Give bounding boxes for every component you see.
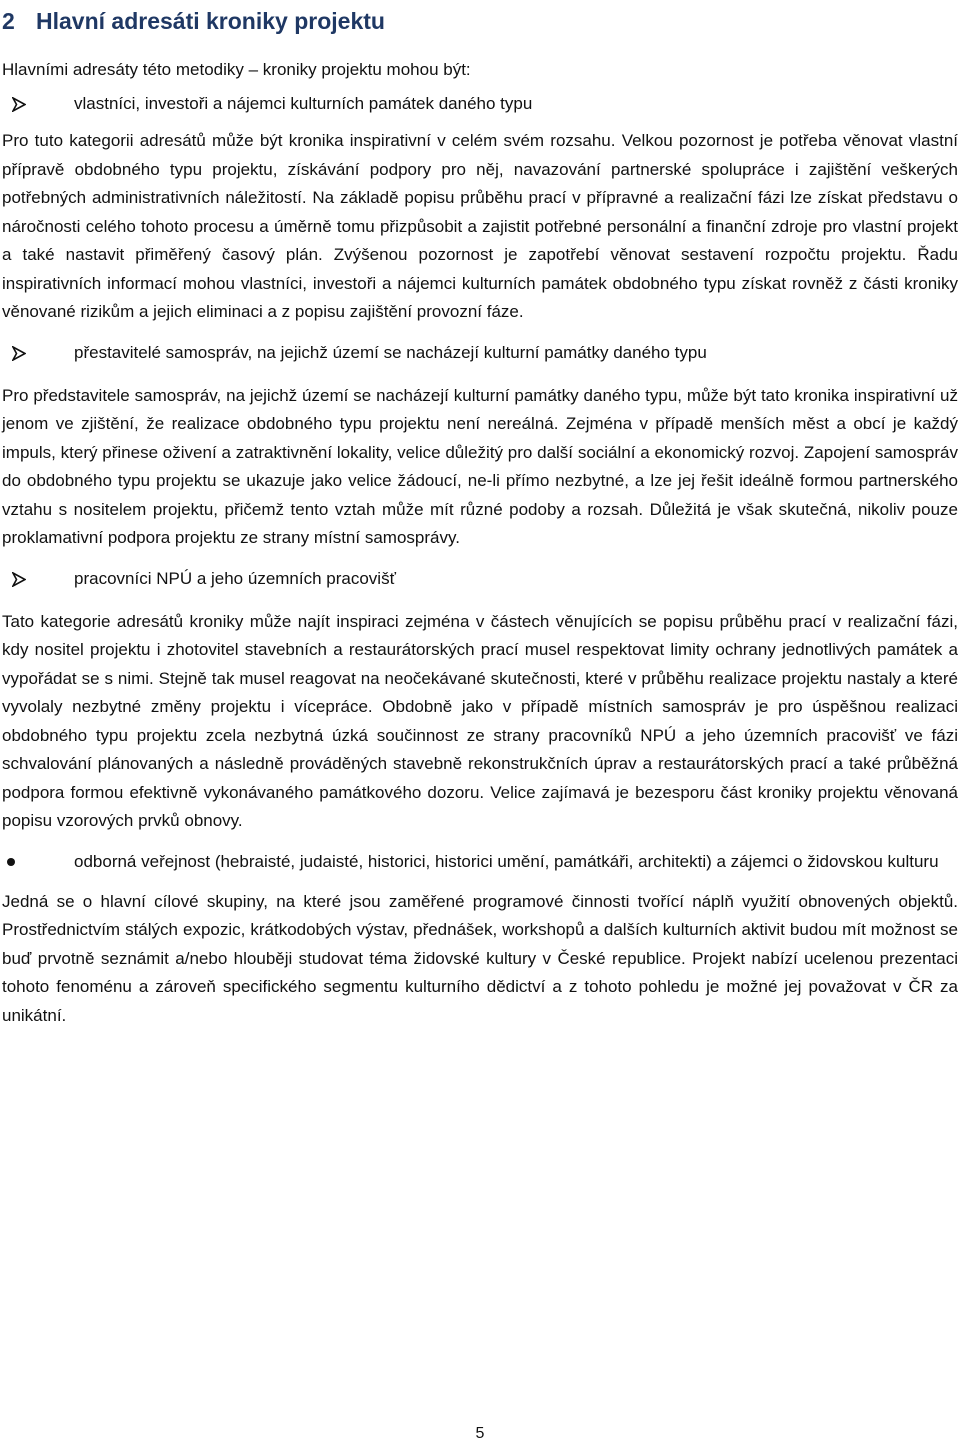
dot-bullet-icon [2,848,74,876]
arrow-bullet-icon [2,90,74,121]
bullet-text: přestavitelé samospráv, na jejichž území se nacházejí kulturní památky daného typu [74,342,707,362]
bullet-text: pracovníci NPÚ a jeho územních pracovišť [74,568,396,588]
bullet-text: odborná veřejnost (hebraisté, judaisté, historici, historici umění, památkáři, architekti) a zájemci o židovskou kulturu [74,851,939,871]
bullet-item [2,339,958,370]
section-heading [2,0,958,34]
paragraph: Pro tuto kategorii adresátů může být kronika inspirativní v celém svém rozsahu. Velkou pozornost je potřeba věnovat vlastní přípravě obdobného typu projektu, získávání podpory pro něj, navazování partnerské spolupráce i zajištění veškerých potřebných administrativních náležitostí. Na základě popisu průběhu prací v přípravné a realizační fázi lze získat představu o náročnosti celého tohoto procesu a úměrně tomu přizpůsobit a zajistit potřebné personální a finanční zdroje pro vlastní projekt a také nastavit přiměřený časový plán. Zvýšenou pozornost je zapotřebí věnovat sestavení rozpočtu projektu. Řadu inspirativních informací mohou vlastníci, investoři a nájemci kulturních památek obdobného typu získat rovněž z části kroniky věnované rizikům a jejich eliminaci a z popisu zajištění provozní fáze. [2,131,958,321]
arrow-bullet-icon [2,565,74,596]
paragraph: Jedná se o hlavní cílové skupiny, na které jsou zaměřené programové činnosti tvořící náplň využití obnovených objektů. Prostřednictvím stálých expozic, krátkodobých výstav, přednášek, workshopů a dalších kulturních aktivit budou mít možnost se buď prvotně seznámit a/nebo hlouběji studovat téma židovské kultury v České republice. Projekt nabízí ucelenou prezentaci tohoto fenoménu a zároveň specifického segmentu kulturního dědictví a z tohoto pohledu je možné jej považovat v ČR za unikátní. [2,891,958,1025]
page-number: 5 [475,1425,485,1442]
arrow-bullet-icon [2,339,74,370]
section-title: Hlavní adresáti kroniky projektu [36,8,385,34]
paragraph: Tato kategorie adresátů kroniky může najít inspiraci zejména v částech věnujících se popisu průběhu prací v realizační fázi, kdy nositel projektu i zhotovitel stavebních a restaurátorských prací musel respektovat limity ochrany jednotlivých památek a vypořádat se s nimi. Stejně tak musel reagovat na neočekávané skutečnosti, které v průběhu realizace projektu nastaly a které vyvolaly nezbytné změny projektu i vícepráce. Obdobně jako v případě místních samospráv je pro úspěšnou realizaci obdobného typu projektu zcela nezbytná úzká součinnost ze strany pracovníků NPÚ a jeho územních pracovišť ve fázi schvalování plánovaných a následně prováděných stavebně rekonstrukčních úprav a restaurátorských prací a také průběžná podpora formou efektivně vykonávaného památkového dozoru. Velice zajímavá je bezesporu část kroniky projektu věnovaná popisu vzorových prvků obnovy. [2,611,958,830]
intro-text: Hlavními adresáty této metodiky – kroniky projektu mohou být: [2,60,471,79]
bullet-item [2,565,958,596]
bullet-text: vlastníci, investoři a nájemci kulturních památek daného typu [74,94,533,113]
bullet-item [2,848,958,876]
bullet-item [2,90,958,121]
paragraph: Pro představitele samospráv, na jejichž území se nacházejí kulturní památky daného typu, může být tato kronika inspirativní už jenom ve zjištění, že realizace obdobného typu projektu není nereálná. Zejména v případě menších měst a obcí je každý impuls, který přinese oživení a zatraktivnění lokality, velice důležitý pro další sociální a ekonomický rozvoj. Zapojení samospráv do obdobného typu projektu se ukazuje jako velice žádoucí, ne-li přímo nezbytné, a lze jej řešit ideálně formou partnerského vztahu s nositelem projektu, přičemž tento vztah může mít různé podoby a rozsah. Důležitá je však skutečná, nikoliv pouze proklamativní podpora projektu ze strany místní samosprávy. [2,385,958,547]
section-number: 2 [2,8,15,34]
